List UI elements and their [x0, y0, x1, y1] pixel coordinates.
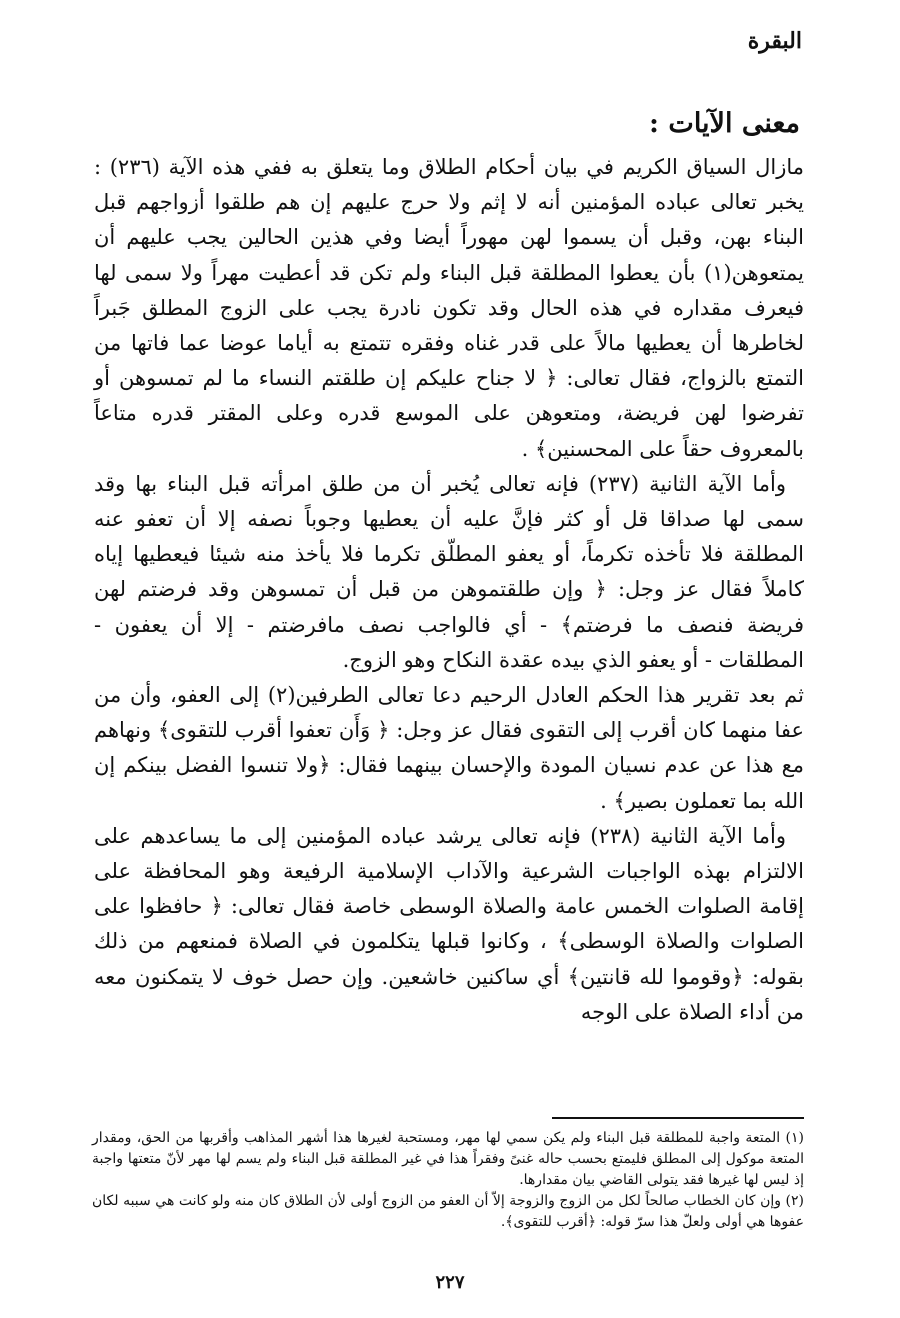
page-number: ٢٢٧ — [435, 1272, 465, 1293]
footnotes — [92, 1128, 804, 1233]
paragraph-3: ثم بعد تقرير هذا الحكم العادل الرحيم دعا تعالى الطرفين(٢) إلى العفو، وأن من عفا منهما كان أقرب إلى التقوى فقال عز وجل: ﴿ وَأَن تعفوا أقرب للتقوى﴾ ونهاهم مع هذا عن عدم نسيان المودة والإحسان بينهما فقال: ﴿ولا تنسوا الفضل بينكم إن الله بما تعملون بصير﴾ . — [94, 683, 804, 813]
body-text — [94, 150, 804, 1030]
paragraph-4: وأما الآية الثانية (٢٣٨) فإنه تعالى يرشد عباده المؤمنين إلى ما يساعدهم على الالتزام بهذه الواجبات الشرعية والآداب الإسلامية الرفيعة وهو المحافظة على إقامة الصلوات الخمس عامة والصلاة الوسطى خاصة فقال تعالى: ﴿ حافظوا على الصلوات والصلاة الوسطى﴾ ، وكانوا قبلها يتكلمون في الصلاة فمنعهم من ذلك بقوله: ﴿وقوموا لله قانتين﴾ أي ساكنين خاشعين. وإن حصل خوف لا يتمكنون معه من أداء الصلاة على الوجه — [94, 823, 804, 1024]
footnote-divider — [552, 1117, 804, 1119]
paragraph-1: مازال السياق الكريم في بيان أحكام الطلاق وما يتعلق به ففي هذه الآية (٢٣٦) : يخبر تعالى عباده المؤمنين أنه لا إثم ولا حرج عليهم إن هم طلقوا أزواجهم قبل البناء بهن، وقبل أن يسموا لهن مهوراً أيضا وفي هذين الحالين يجب عليهم أن يمتعوهن(١) بأن يعطوا المطلقة قبل البناء ولم تكن قد أعطيت مهراً ولا سمى لها فيعرف مقداره في هذه الحال وقد تكون نادرة يجب على الزوج المطلق جَبراً لخاطرها أن يعطيها مالاً على قدر غناه وفقره تتمتع به أياما عوضا عما فاتها من التمتع بالزواج، فقال تعالى: ﴿ لا جناح عليكم إن طلقتم النساء ما لم تمسوهن أو تفرضوا لهن فريضة، ومتعوهن على الموسع قدره وعلى المقتر قدره متاعاً بالمعروف حقاً على المحسنين﴾ . — [94, 155, 804, 461]
running-head: البقرة — [747, 28, 802, 54]
section-title: معنى الآيات : — [649, 108, 800, 139]
footnote-1: (١) المتعة واجبة للمطلقة قبل البناء ولم يكن سمي لها مهر، ومستحبة لغيرها هذا أشهر المذاهب وأقربها من الحق، ومقدار المتعة موكول إلى المطلق فليمتع بحسب حاله غنىً وفقراً هذا في غير المطلقة قبل البناء ولم يسم لها مهر لأنّ متعتها واجبة إذ ليس لها غيرها فقد يتولى القاضي بيان مقدارها. — [92, 1130, 804, 1188]
paragraph-2: وأما الآية الثانية (٢٣٧) فإنه تعالى يُخبر أن من طلق امرأته قبل البناء بها وقد سمى لها صداقا قل أو كثر فإنَّ عليه أن يعطيها وجوباً نصفه إلا أن تعفو عنه المطلقة فلا تأخذه تكرماً، أو يعفو المطلّق تكرما فلا يأخذ منه شيئا فيعطيها إياه كاملاً فقال عز وجل: ﴿ وإن طلقتموهن من قبل أن تمسوهن وقد فرضتم لهن فريضة فنصف ما فرضتم﴾ - أي فالواجب نصف مافرضتم - إلا أن يعفون - المطلقات - أو يعفو الذي بيده عقدة النكاح وهو الزوج. — [94, 471, 804, 672]
footnote-2: (٢) وإن كان الخطاب صالحاً لكل من الزوج والزوجة إلاّ أن العفو من الزوج أولى لأن الطلاق كان منه ولو كانت هي سببه لكان عفوها هي أولى ولعلّ هذا سرّ قوله: ﴿أقرب للتقوى﴾. — [92, 1193, 804, 1230]
